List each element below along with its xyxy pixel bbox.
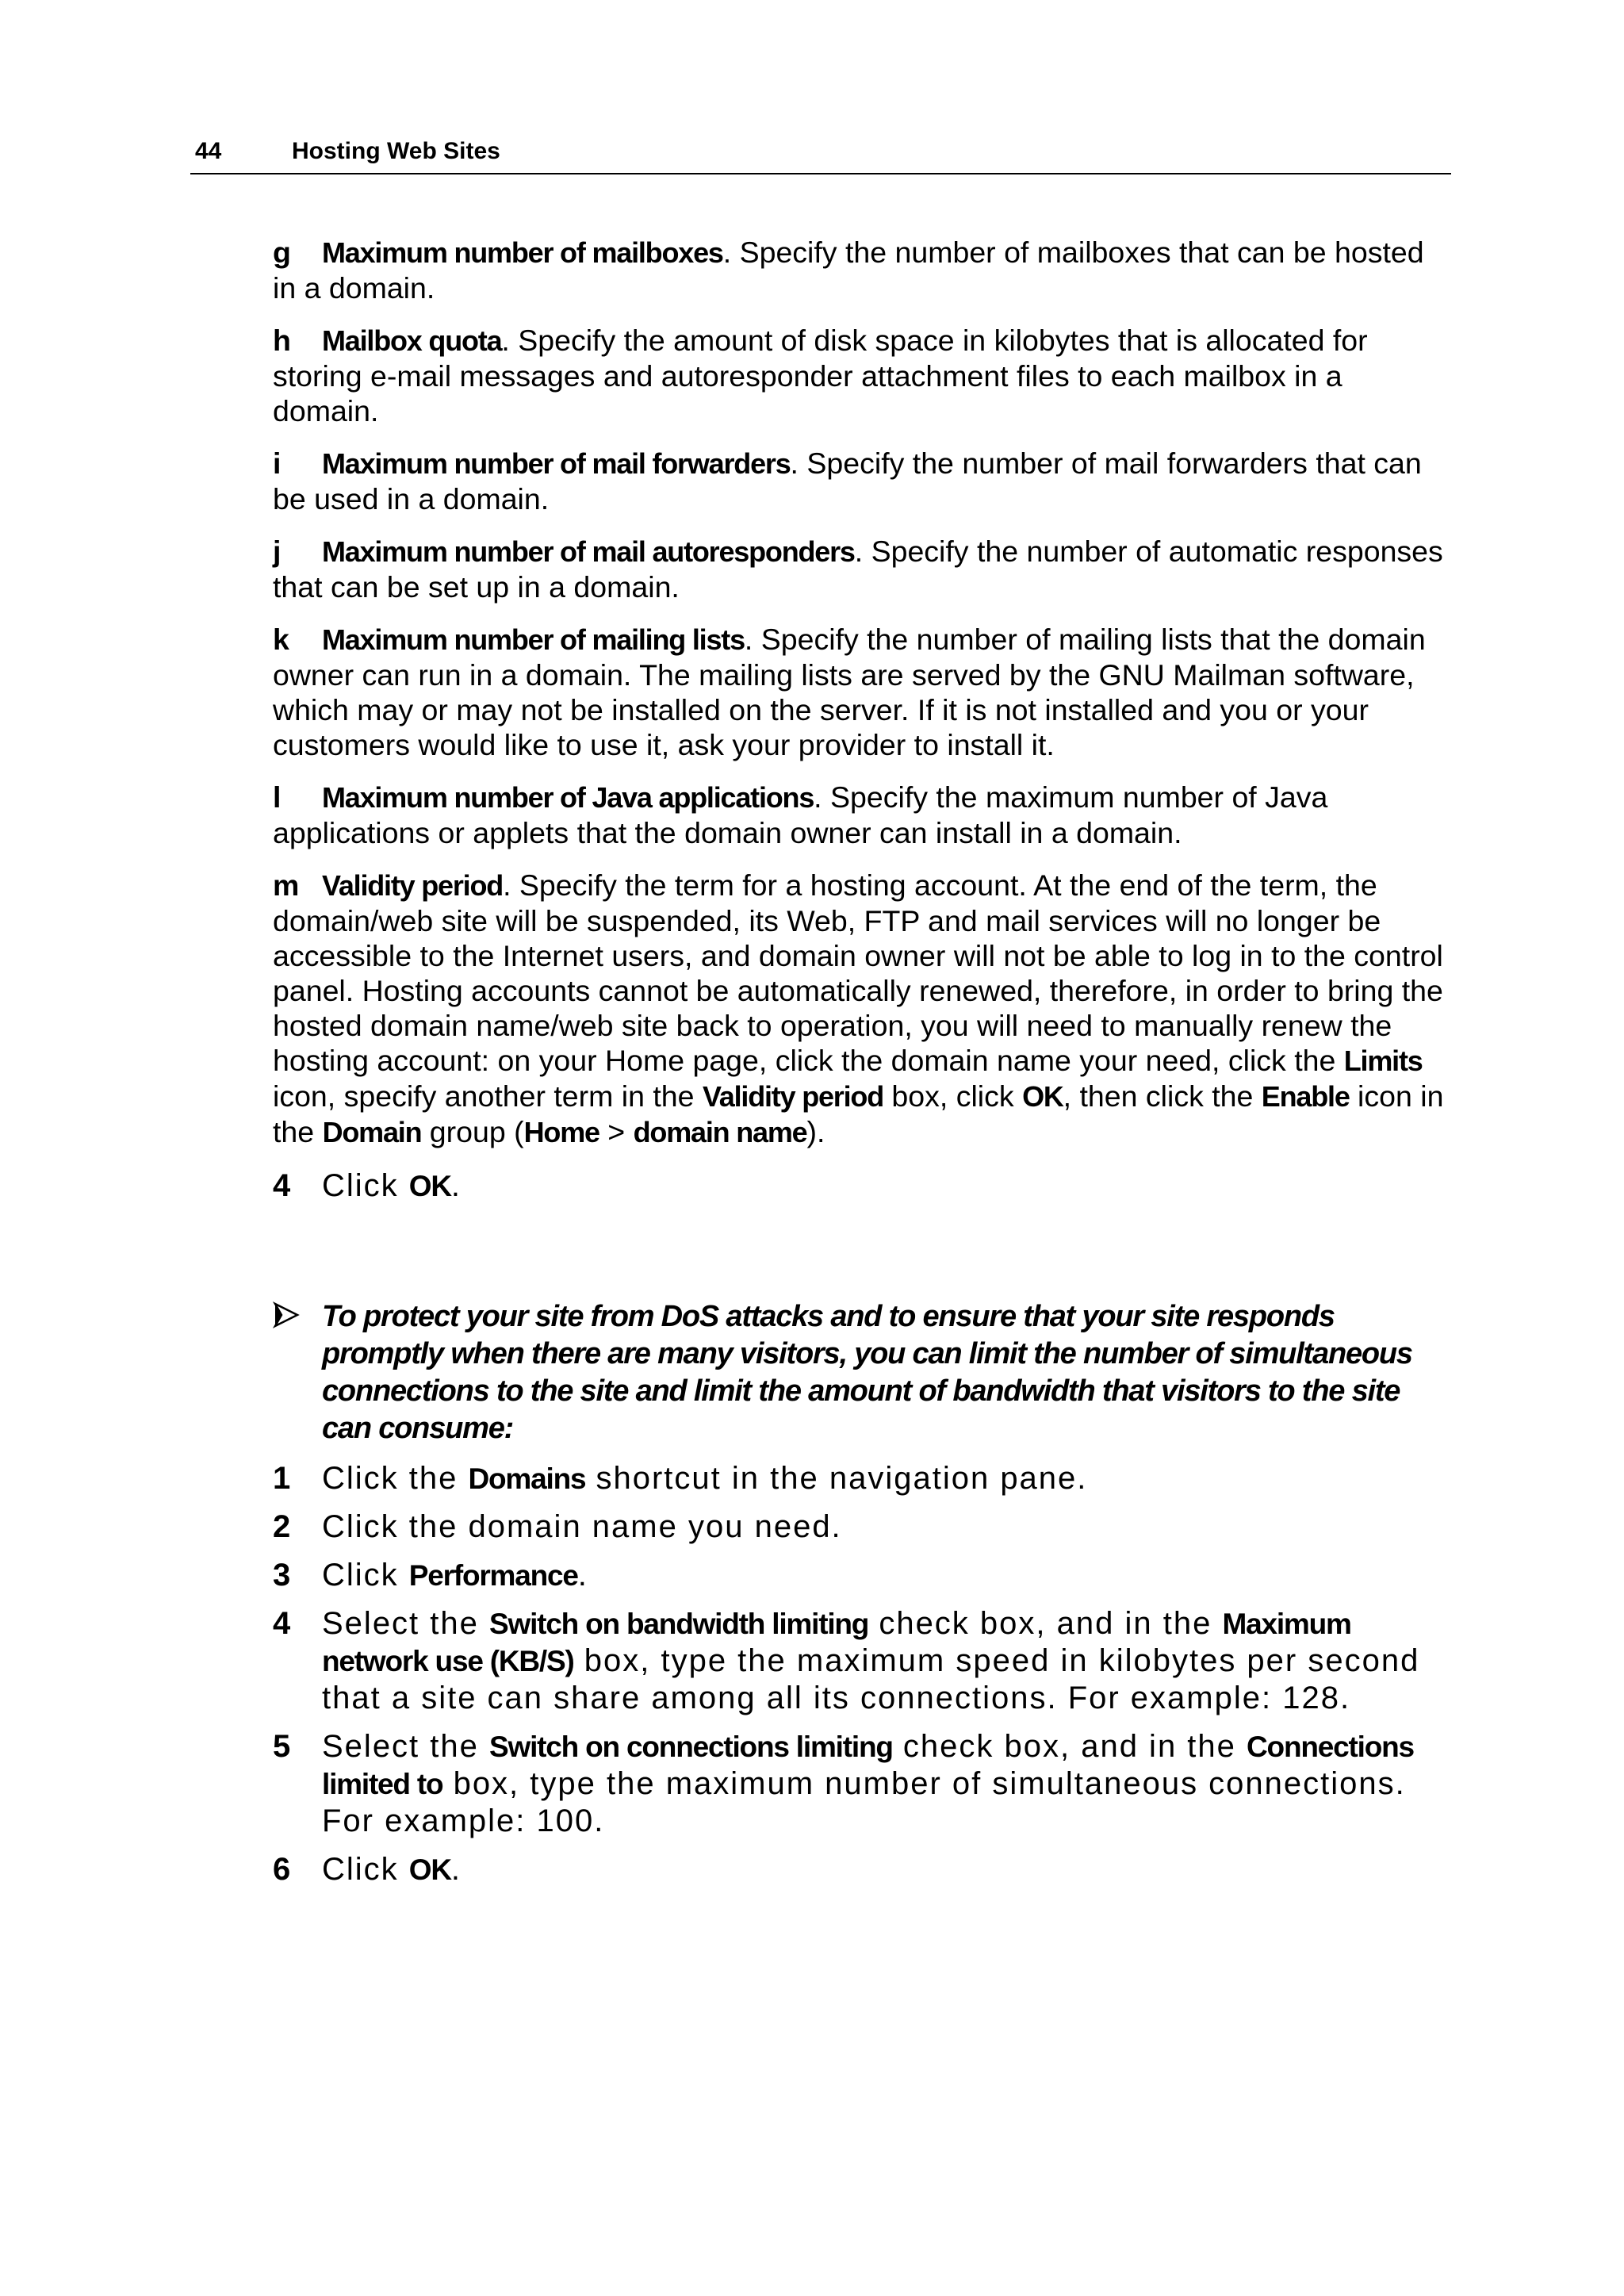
step-1: 1 Click the Domains shortcut in the navigation pane. [273, 1461, 1088, 1496]
step-3: 3 Click Performance. [273, 1558, 588, 1593]
page-header [190, 135, 1451, 174]
running-title: Hosting Web Sites [292, 138, 500, 164]
sub-item-i: i Maximum number of mail forwarders. Specify the number of mail forwarders that can be used in a domain. [273, 447, 1422, 516]
sub-item-l: l Maximum number of Java applications. Specify the maximum number of Java applications or applets that the domain owner can install in a domain. [273, 780, 1328, 849]
step-4-click-ok: 4 Click OK. [273, 1168, 462, 1203]
task-heading-text: To protect your site from DoS attacks and to ensure that your site responds promptly when there are many visitors, you can limit the number of simultaneous connections to the site and limit the amount of bandwidth that visitors to the site can consume: [322, 1300, 1412, 1445]
step-4: 4 Select the Switch on bandwidth limiting check box, and in the Maximum network use (KB/S) box, type the maximum speed in kilobytes per second that a site can share among all its connections. For example: 128. [273, 1606, 1420, 1715]
sub-item-h: h Mailbox quota. Specify the amount of disk space in kilobytes that is allocated for storing e-mail messages and autoresponder attachment files to each mailbox in a domain. [273, 324, 1368, 427]
sub-item-g: g Maximum number of mailboxes. Specify the number of mailboxes that can be hosted in a domain. [273, 236, 1424, 305]
sub-item-k: k Maximum number of mailing lists. Specify the number of mailing lists that the domain owner can run in a domain. The mailing lists are served by the GNU Mailman software, which may or may not be installed on the server. If it is not installed and you or your customers would like to use it, ask your provider to install it. [273, 623, 1426, 761]
arrowhead-bullet-icon [273, 1301, 300, 1328]
sub-item-j: j Maximum number of mail autoresponders. Specify the number of automatic responses that can be set up in a domain. [273, 535, 1443, 604]
page-content [273, 235, 1446, 1899]
page-number: 44 [195, 138, 222, 164]
step-2: 2 Click the domain name you need. [273, 1509, 842, 1544]
task-heading [273, 1298, 1446, 1447]
step-6: 6 Click OK. [273, 1852, 462, 1887]
step-5: 5 Select the Switch on connections limiting check box, and in the Connections limited to box, type the maximum number of simultaneous connections. For example: 100. [273, 1729, 1414, 1838]
sub-item-m: m Validity period. Specify the term for a hosting account. At the end of the term, the domain/web site will be suspended, its Web, FTP and mail services will no longer be accessible to the Internet users, and domain owner will not be able to log in to the control panel. Hosting accounts cannot be automatically renewed, therefore, in order to bring the hosted domain name/web site back to operation, you will need to manually renew the hosting account: on your Home page, click the domain name your need, click the Limits icon, specify another term in the Validity period box, click OK, then click the Enable icon in the Domain group (Home > domain name). [273, 868, 1444, 1148]
